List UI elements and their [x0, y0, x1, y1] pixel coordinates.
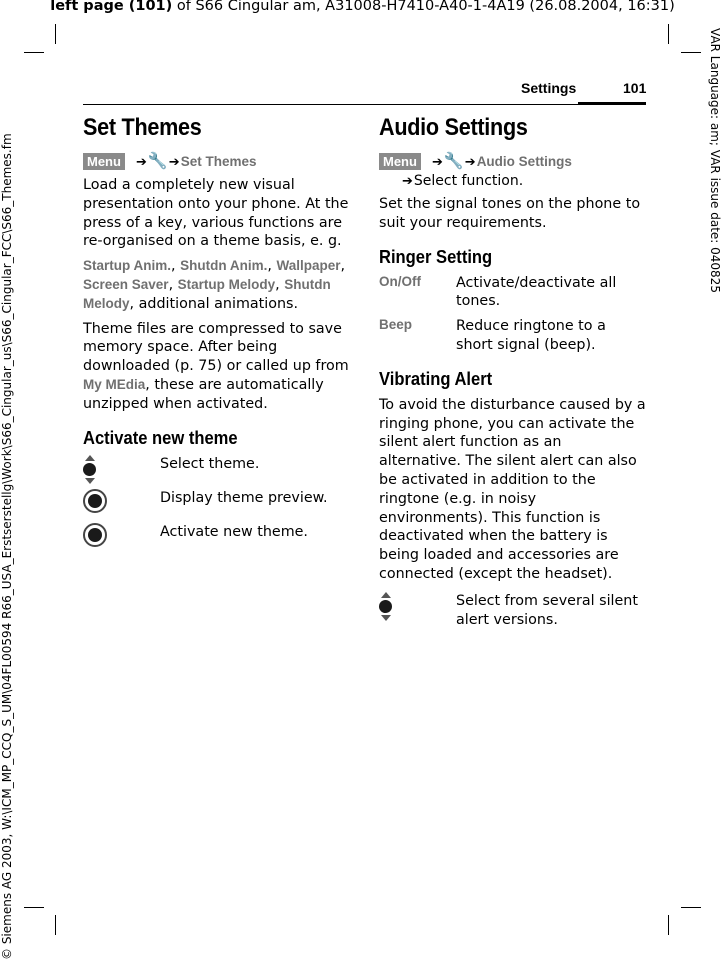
header-rule-accent	[578, 102, 646, 105]
print-header-page: left page (101)	[50, 0, 173, 14]
crop-mark	[55, 24, 56, 44]
crop-mark	[55, 915, 56, 935]
select-function-text: Select function.	[413, 173, 524, 189]
print-header-details: of S66 Cingular am, A31008-H7410-A40-1-4A19 (26.08.2004, 16:31)	[172, 0, 675, 14]
crop-mark	[668, 24, 669, 44]
side-note-right	[706, 28, 725, 328]
step-row	[83, 523, 351, 551]
left-column	[83, 114, 351, 557]
print-header	[0, 0, 725, 14]
navigation-key-icon	[379, 592, 393, 622]
vibrating-alert-text: To avoid the disturbance caused by a ringing phone, you can activate the silent alert function as an alternative. The silent alert can also be activated in addition to the ringtone (e.g. in noisy environments). This function is deactivated when the battery is being loaded and accessories are connected (except the headset).	[379, 396, 646, 582]
step-icon-cell	[379, 592, 456, 620]
compression-tail: , these are automatically unzipped when activated.	[83, 376, 324, 412]
menu-item-set-themes: Set Themes	[180, 154, 257, 169]
term-beep: Beep	[379, 317, 413, 333]
step-text: Activate new theme.	[160, 523, 308, 540]
var-language-note: VAR Language: am; VAR issue date: 040825	[708, 28, 722, 293]
term-on-off: On/Off	[379, 273, 421, 289]
right-column	[379, 114, 647, 635]
crop-mark	[681, 52, 701, 53]
crop-mark	[24, 52, 44, 53]
navigation-key-icon	[83, 455, 97, 485]
step-text: Display theme preview.	[160, 489, 328, 506]
center-key-icon	[83, 489, 107, 513]
menu-key: Menu	[379, 153, 421, 170]
crop-mark	[668, 915, 669, 935]
menu-item: Startup Melody	[177, 276, 276, 292]
menu-item-audio-settings: Audio Settings	[476, 154, 572, 169]
definition-text: Activate/deactivate all tones.	[456, 274, 617, 310]
step-text: Select from several silent alert versions.	[456, 592, 638, 628]
arrow-right-icon: ➔	[168, 155, 180, 170]
crop-mark	[681, 907, 701, 908]
menu-item: Shutdn Melody	[83, 276, 331, 311]
step-text: Select theme.	[160, 455, 260, 472]
menu-key: Menu	[83, 153, 125, 170]
header-rule	[83, 104, 646, 105]
file-path-note: © Siemens AG 2003, W:\ICM_MP_CCQ_S_UM\04FL00594 R66_USA_Erstserstellg\Work\S66_Cingular_us\S66_Cingular_FCC\S66_Themes.fm	[0, 133, 14, 960]
themes-compression	[83, 320, 351, 414]
audio-settings-title: Audio Settings	[379, 114, 528, 141]
themes-intro: Load a completely new visual presentation onto your phone. At the press of a key, various functions are re-organised on a theme basis, e. g.	[83, 177, 349, 250]
menu-item: Shutdn Anim.	[180, 258, 268, 274]
arrow-right-icon: ➔	[135, 155, 147, 170]
arrow-right-icon: ➔	[464, 155, 476, 170]
themes-functions: Startup Anim., Shutdn Anim., Wallpaper, Screen Saver, Startup Melody, Shutdn Melody, additional animations.	[83, 258, 346, 312]
menu-item-my-media: My MEdia	[83, 376, 146, 392]
menu-path	[379, 151, 647, 191]
definition-text: Reduce ringtone to a short signal (beep).	[456, 318, 606, 353]
section-title: Settings	[521, 80, 577, 96]
step-icon-cell	[83, 489, 160, 517]
menu-path	[83, 151, 351, 172]
wrench-icon: 🔧	[147, 151, 168, 170]
definition-row	[379, 317, 647, 355]
compression-text: Theme files are compressed to save memory space. After being downloaded (p. 75) or called up from	[83, 320, 349, 375]
step-icon-cell	[83, 455, 160, 483]
functions-tail: , additional animations.	[129, 295, 299, 312]
step-row	[83, 489, 351, 517]
menu-item: Screen Saver	[83, 276, 169, 292]
center-key-icon	[83, 523, 107, 547]
ringer-setting-subtitle: Ringer Setting	[379, 246, 493, 267]
crop-mark	[24, 907, 44, 908]
arrow-right-icon: ➔	[431, 155, 443, 170]
arrow-right-icon: ➔	[402, 174, 413, 189]
step-row	[379, 592, 647, 630]
menu-item: Wallpaper	[276, 258, 341, 274]
wrench-icon: 🔧	[443, 151, 464, 170]
audio-intro: Set the signal tones on the phone to suit your requirements.	[379, 196, 641, 231]
set-themes-title: Set Themes	[83, 114, 202, 141]
step-icon-cell	[83, 523, 160, 551]
vibrating-alert-subtitle: Vibrating Alert	[379, 368, 493, 389]
activate-theme-subtitle: Activate new theme	[83, 427, 238, 448]
menu-item: Startup Anim.	[83, 258, 172, 274]
page-number: 101	[623, 80, 647, 96]
definition-row	[379, 274, 647, 312]
step-row	[83, 455, 351, 483]
